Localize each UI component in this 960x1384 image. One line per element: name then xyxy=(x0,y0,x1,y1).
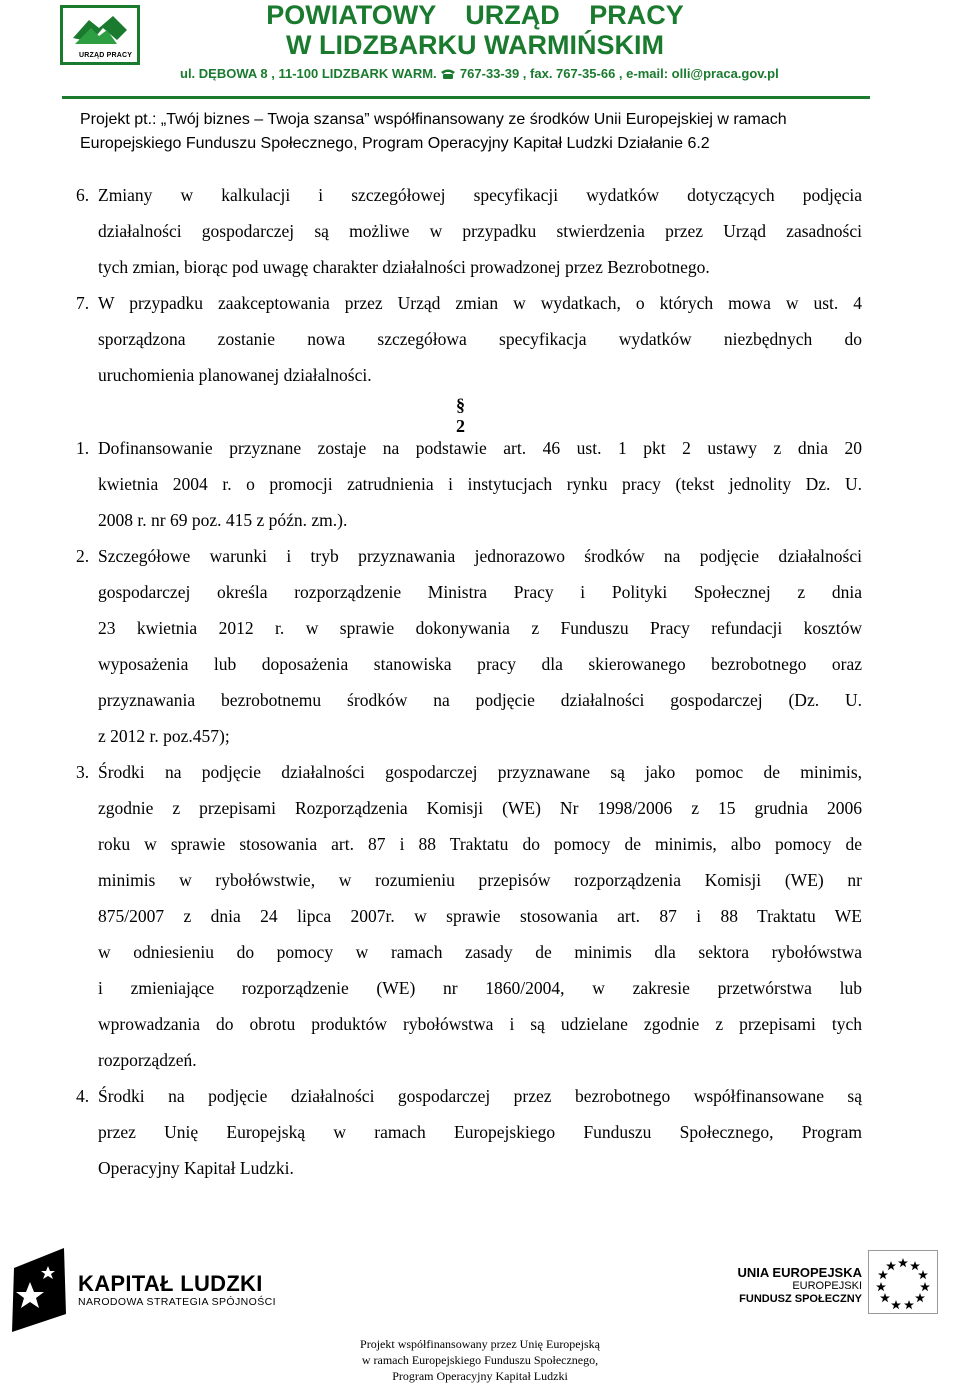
paragraph-line: Szczegółowe warunki i tryb przyznawania jednorazowo środków na podjęcie działalności xyxy=(98,546,862,566)
footer-note-line-1: Projekt współfinansowany przez Unię Europejską xyxy=(360,1337,600,1351)
paragraph-line: zgodnie z przepisami Rozporządzenia Komisji (WE) Nr 1998/2006 z 15 grudnia 2006 xyxy=(98,798,862,818)
project-line-1: Projekt pt.: „Twój biznes – Twoja szansa” współfinansowany ze środków Unii Europejskiej w ramach xyxy=(80,111,787,128)
paragraph-line: w odniesieniu do pomocy w ramach zasady de minimis dla sektora rybołówstwa xyxy=(98,942,862,962)
paragraph-line: sporządzona zostanie nowa szczegółowa specyfikacja wydatków niezbędnych do xyxy=(98,329,862,349)
paragraph-line: wprowadzania do obrotu produktów rybołówstwa i są udzielane zgodnie z przepisami tych xyxy=(98,1014,862,1034)
item-number: 1. xyxy=(76,438,90,458)
paragraph-line: i zmieniające rozporządzenie (WE) nr 1860/2004, w zakresie przetwórstwa lub xyxy=(98,978,862,998)
paragraph-line: przez Unię Europejską w ramach Europejskiego Funduszu Społecznego, Program xyxy=(98,1122,862,1142)
paragraph-line: gospodarczej określa rozporządzenie Ministra Pracy i Polityki Społecznej z dnia xyxy=(98,582,862,602)
contacts: 767-33-39 , fax. 767-35-66 , e-mail: olli@praca.gov.pl xyxy=(459,66,779,81)
paragraph-line: 23 kwietnia 2012 r. w sprawie dokonywania z Funduszu Pracy refundacji kosztów xyxy=(98,618,862,638)
paragraph-line: działalności gospodarczej są możliwe w przypadku stwierdzenia przez Urząd zasadności xyxy=(98,221,862,241)
paragraph-line: przyznawania bezrobotnemu środków na podjęcie działalności gospodarczej (Dz. U. xyxy=(98,690,862,710)
paragraph-line: kwietnia 2004 r. o promocji zatrudnienia i instytucjach rynku pracy (tekst jednolity Dz. U. xyxy=(98,474,862,494)
eu-flag-icon xyxy=(868,1250,938,1314)
paragraph-line: uruchomienia planowanej działalności. xyxy=(98,365,372,385)
paragraph-line: z 2012 r. poz.457); xyxy=(98,726,230,746)
eu-fund-label xyxy=(700,1265,862,1306)
footer-note xyxy=(300,1336,660,1384)
office-title-line1: POWIATOWY URZĄD PRACY xyxy=(266,0,684,30)
item-number: 7. xyxy=(76,293,90,313)
kapital-ludzki-title: KAPITAŁ LUDZKI xyxy=(78,1271,263,1296)
logo-label: URZĄD PRACY xyxy=(79,52,133,59)
paragraph-line: tych zmian, biorąc pod uwagę charakter działalności prowadzonej przez Bezrobotnego. xyxy=(98,257,710,277)
footer-note-line-2: w ramach Europejskiego Funduszu Społecznego, xyxy=(361,1353,599,1367)
paragraph-line: W przypadku zaakceptowania przez Urząd zmian w wydatkach, o których mowa w ust. 4 xyxy=(98,293,862,313)
item-number: 2. xyxy=(76,546,90,566)
office-title xyxy=(240,0,710,60)
paragraph-line: Środki na podjęcie działalności gospodarczej przyznawane są jako pomoc de minimis, xyxy=(98,762,862,782)
item-number: 3. xyxy=(76,762,90,782)
paragraph-line: Zmiany w kalkulacji i szczegółowej specyfikacji wydatków dotyczących podjęcia xyxy=(98,185,862,205)
paragraph-line: Środki na podjęcie działalności gospodarczej przez bezrobotnego współfinansowane są xyxy=(98,1086,862,1106)
eu-line-3: FUNDUSZ SPOŁECZNY xyxy=(739,1293,862,1305)
kapital-ludzki-subtitle: NARODOWA STRATEGIA SPÓJNOŚCI xyxy=(78,1296,276,1308)
urzad-pracy-logo xyxy=(60,5,140,65)
eu-line-1: UNIA EUROPEJSKA xyxy=(737,1265,862,1280)
paragraph-line: Operacyjny Kapitał Ludzki. xyxy=(98,1158,294,1178)
paragraph-line: wyposażenia lub doposażenia stanowiska pracy dla skierowanego bezrobotnego oraz xyxy=(98,654,862,674)
header-rule xyxy=(62,96,870,99)
section-heading: § 2 xyxy=(456,395,465,436)
paragraph-line: minimis w rybołówstwie, w rozumieniu przepisów rozporządzenia Komisji (WE) nr xyxy=(98,870,862,890)
paragraph-line: rozporządzeń. xyxy=(98,1050,197,1070)
project-line-2: Europejskiego Funduszu Społecznego, Program Operacyjny Kapitał Ludzki Działanie 6.2 xyxy=(80,135,710,152)
eu-line-2: EUROPEJSKI xyxy=(792,1280,862,1292)
address: ul. DĘBOWA 8 , 11-100 LIDZBARK WARM. xyxy=(180,66,437,81)
item-number: 4. xyxy=(76,1086,90,1106)
paragraph-line: Dofinansowanie przyznane zostaje na podstawie art. 46 ust. 1 pkt 2 ustawy z dnia 20 xyxy=(98,438,862,458)
phone-icon xyxy=(440,68,456,79)
footer-note-line-3: Program Operacyjny Kapitał Ludzki xyxy=(392,1369,568,1383)
paragraph-line: 2008 r. nr 69 poz. 415 z późn. zm.). xyxy=(98,510,348,530)
paragraph-line: roku w sprawie stosowania art. 87 i 88 Traktatu do pomocy de minimis, albo pomocy de xyxy=(98,834,862,854)
item-number: 6. xyxy=(76,185,90,205)
kapital-ludzki-logo-icon xyxy=(8,1248,72,1334)
contact-line xyxy=(180,66,920,81)
office-title-line2: W LIDZBARKU WARMIŃSKIM xyxy=(286,30,664,60)
urzad-pracy-logo-icon xyxy=(69,14,131,50)
paragraph-line: 875/2007 z dnia 24 lipca 2007r. w sprawie stosowania art. 87 i 88 Traktatu WE xyxy=(98,906,862,926)
